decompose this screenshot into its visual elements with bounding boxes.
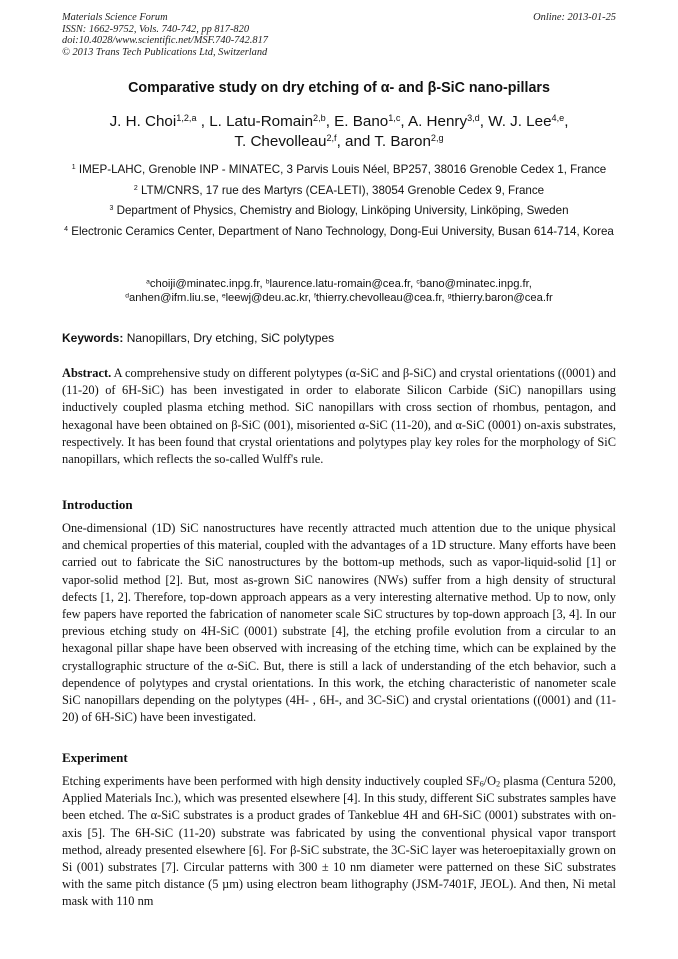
email-link[interactable]: thierry.chevolleau@cea.fr, — [315, 292, 448, 304]
author: T. Baron$^{2,g}$ — [374, 132, 444, 150]
doi-line: doi:10.4028/www.scientific.net/MSF.740-742.817 — [62, 35, 268, 47]
introduction-heading: Introduction — [62, 497, 133, 512]
affiliation: $^2$ LTM/CNRS, 17 rue des Martyrs (CEA-LETI), 38054 Grenoble Cedex 9, France — [133, 183, 545, 197]
journal-header — [62, 12, 616, 58]
author-list — [62, 112, 616, 151]
affiliation: $^1$ IMEP-LAHC, Grenoble INP - MINATEC, 3 Parvis Louis Néel, BP257, 38016 Grenoble Cedex 1, France — [71, 163, 607, 176]
author: L. Latu-Romain$^{2,b}$, — [209, 112, 335, 130]
journal-name: Materials Science Forum — [62, 12, 168, 23]
author: A. Henry$^{3,d}$, — [407, 112, 489, 130]
email-link[interactable]: bano@minatec.inpg.fr, — [419, 278, 532, 290]
abstract-label: Abstract. — [62, 366, 112, 380]
email-link[interactable]: choiji@minatec.inpg.fr, — [149, 278, 266, 290]
experiment-text: Etching experiments have been performed with high density inductively coupled $SF_6/O_2$ plasma (Centura 5200, Applied Materials Inc.), which was presented elsewhere [4]. In this study, different SiC substrates samples have been etched. The α-SiC substrates is a product grades of Tankeblue 4H and 6H-SiC (0001) substrates with on-axis [5]. The 6H-SiC (11-20) substrate was fabricated by using the conventional physical vapor transport method, already presented elsewhere [6]. For β-SiC substrate, the 3C-SiC layer was heteroepitaxially grown on Si (001) substrates [7]. Circular patterns with 300 ± 10 nm diameter were patterned on these SiC substrates with the same pitch distance (5 µm) using electron beam lithography (JSM-7401F, JEOL). And then, Ni metal mask with 110 nm — [62, 774, 616, 909]
email-link[interactable]: laurence.latu-romain@cea.fr, — [269, 278, 417, 290]
experiment-heading: Experiment — [62, 750, 128, 765]
abstract-text: A comprehensive study on different polytypes (α-SiC and β-SiC) and crystal orientations ((0001) and (11-20) of 6H-SiC) has been investigated in order to elaborate Silicon Carbide (SiC) nanopillars using inductively coupled plasma etching method. SiC nanopillars with cross section of rhombus, pentagon, and hexagonal have been obtained on β-SiC (001), misoriented α-SiC (11-20), and α-SiC (0001) on-axis substrates, respectively. It has been found that crystal orientations and polytypes play key roles for the morphology of SiC nanopillars, which reflects the so-called Wulff's rule. — [62, 366, 616, 467]
introduction-text: One-dimensional (1D) SiC nanostructures have recently attracted much attention due to the unique physical and chemical properties of this material, coupled with the advantages of a 1D structure. Many efforts have been carried out to fabricate the SiC nanostructures by the bottom-up methods, such as vapor-liquid-solid [1] or vapor-solid method [2]. But, most as-grown SiC nanowires (NWs) suffer from a high density of structural defects [1, 2]. Therefore, top-down approach appears as a very interesting alternative method. Up to now, only few papers have reported the fabrication of nanometer scale SiC structures by top-down approach [3, 4]. In our previous etching study on 4H-SiC (0001) substrate [4], the etching profile evolution from a circular to an hexagonal pillar shape have been observed with increasing of the etching time, which can be explained by the crystallographic structure of the α-SiC. But, there is still a lack of understanding of the etch behavior, such a dependence of polytypes and crystal orientations. In this work, the etching characteristic of nanometer scale SiC nanopillars depending on the polytypes (4H- , 6H-, and 3C-SiC) and crystal orientations ((0001) and (11-20) of 6H-SiC) have been investigated. — [62, 521, 616, 725]
online-date: Online: 2013-01-25 — [533, 12, 616, 23]
keywords-text: Nanopillars, Dry etching, SiC polytypes — [123, 331, 335, 345]
author: E. Bano$^{1,c}$, — [334, 112, 408, 130]
email-list: $^a$choiji@minatec.inpg.fr, $^b$laurence.latu-romain@cea.fr, $^c$bano@minatec.inpg.fr, $^d$anhen@ifm.liu.se, $^e$leewj@deu.ac.kr, $^f$thierry.chevolleau@cea.fr, $^g$thierry.baron@cea.fr — [125, 278, 553, 304]
email-link[interactable]: anhen@ifm.liu.se, — [128, 292, 222, 304]
affiliation: $^3$ Department of Physics, Chemistry and Biology, Linköping University, Linköping, Sweden — [109, 204, 569, 217]
email-link[interactable]: leewj@deu.ac.kr, — [225, 292, 315, 304]
copyright-line: © 2013 Trans Tech Publications Ltd, Switzerland — [62, 46, 268, 58]
paper-title: Comparative study on dry etching of α- and β-SiC nano-pillars — [128, 80, 550, 96]
affiliations — [62, 162, 616, 244]
affiliation: $^4$ Electronic Ceramics Center, Department of Nano Technology, Dong-Eui University, Busan 614-714, Korea — [64, 224, 614, 238]
author: W. J. Lee$^{4,e}$, — [488, 112, 569, 130]
abstract — [62, 365, 616, 468]
issn-line: ISSN: 1662-9752, Vols. 740-742, pp 817-820 — [62, 23, 250, 35]
email-link[interactable]: thierry.baron@cea.fr — [451, 292, 553, 304]
keywords — [62, 331, 616, 345]
author: T. Chevolleau$^{2,f}$, and — [234, 132, 375, 150]
author: J. H. Choi$^{1,2,a}$ , — [109, 112, 210, 130]
keywords-label: Keywords: — [62, 331, 124, 345]
